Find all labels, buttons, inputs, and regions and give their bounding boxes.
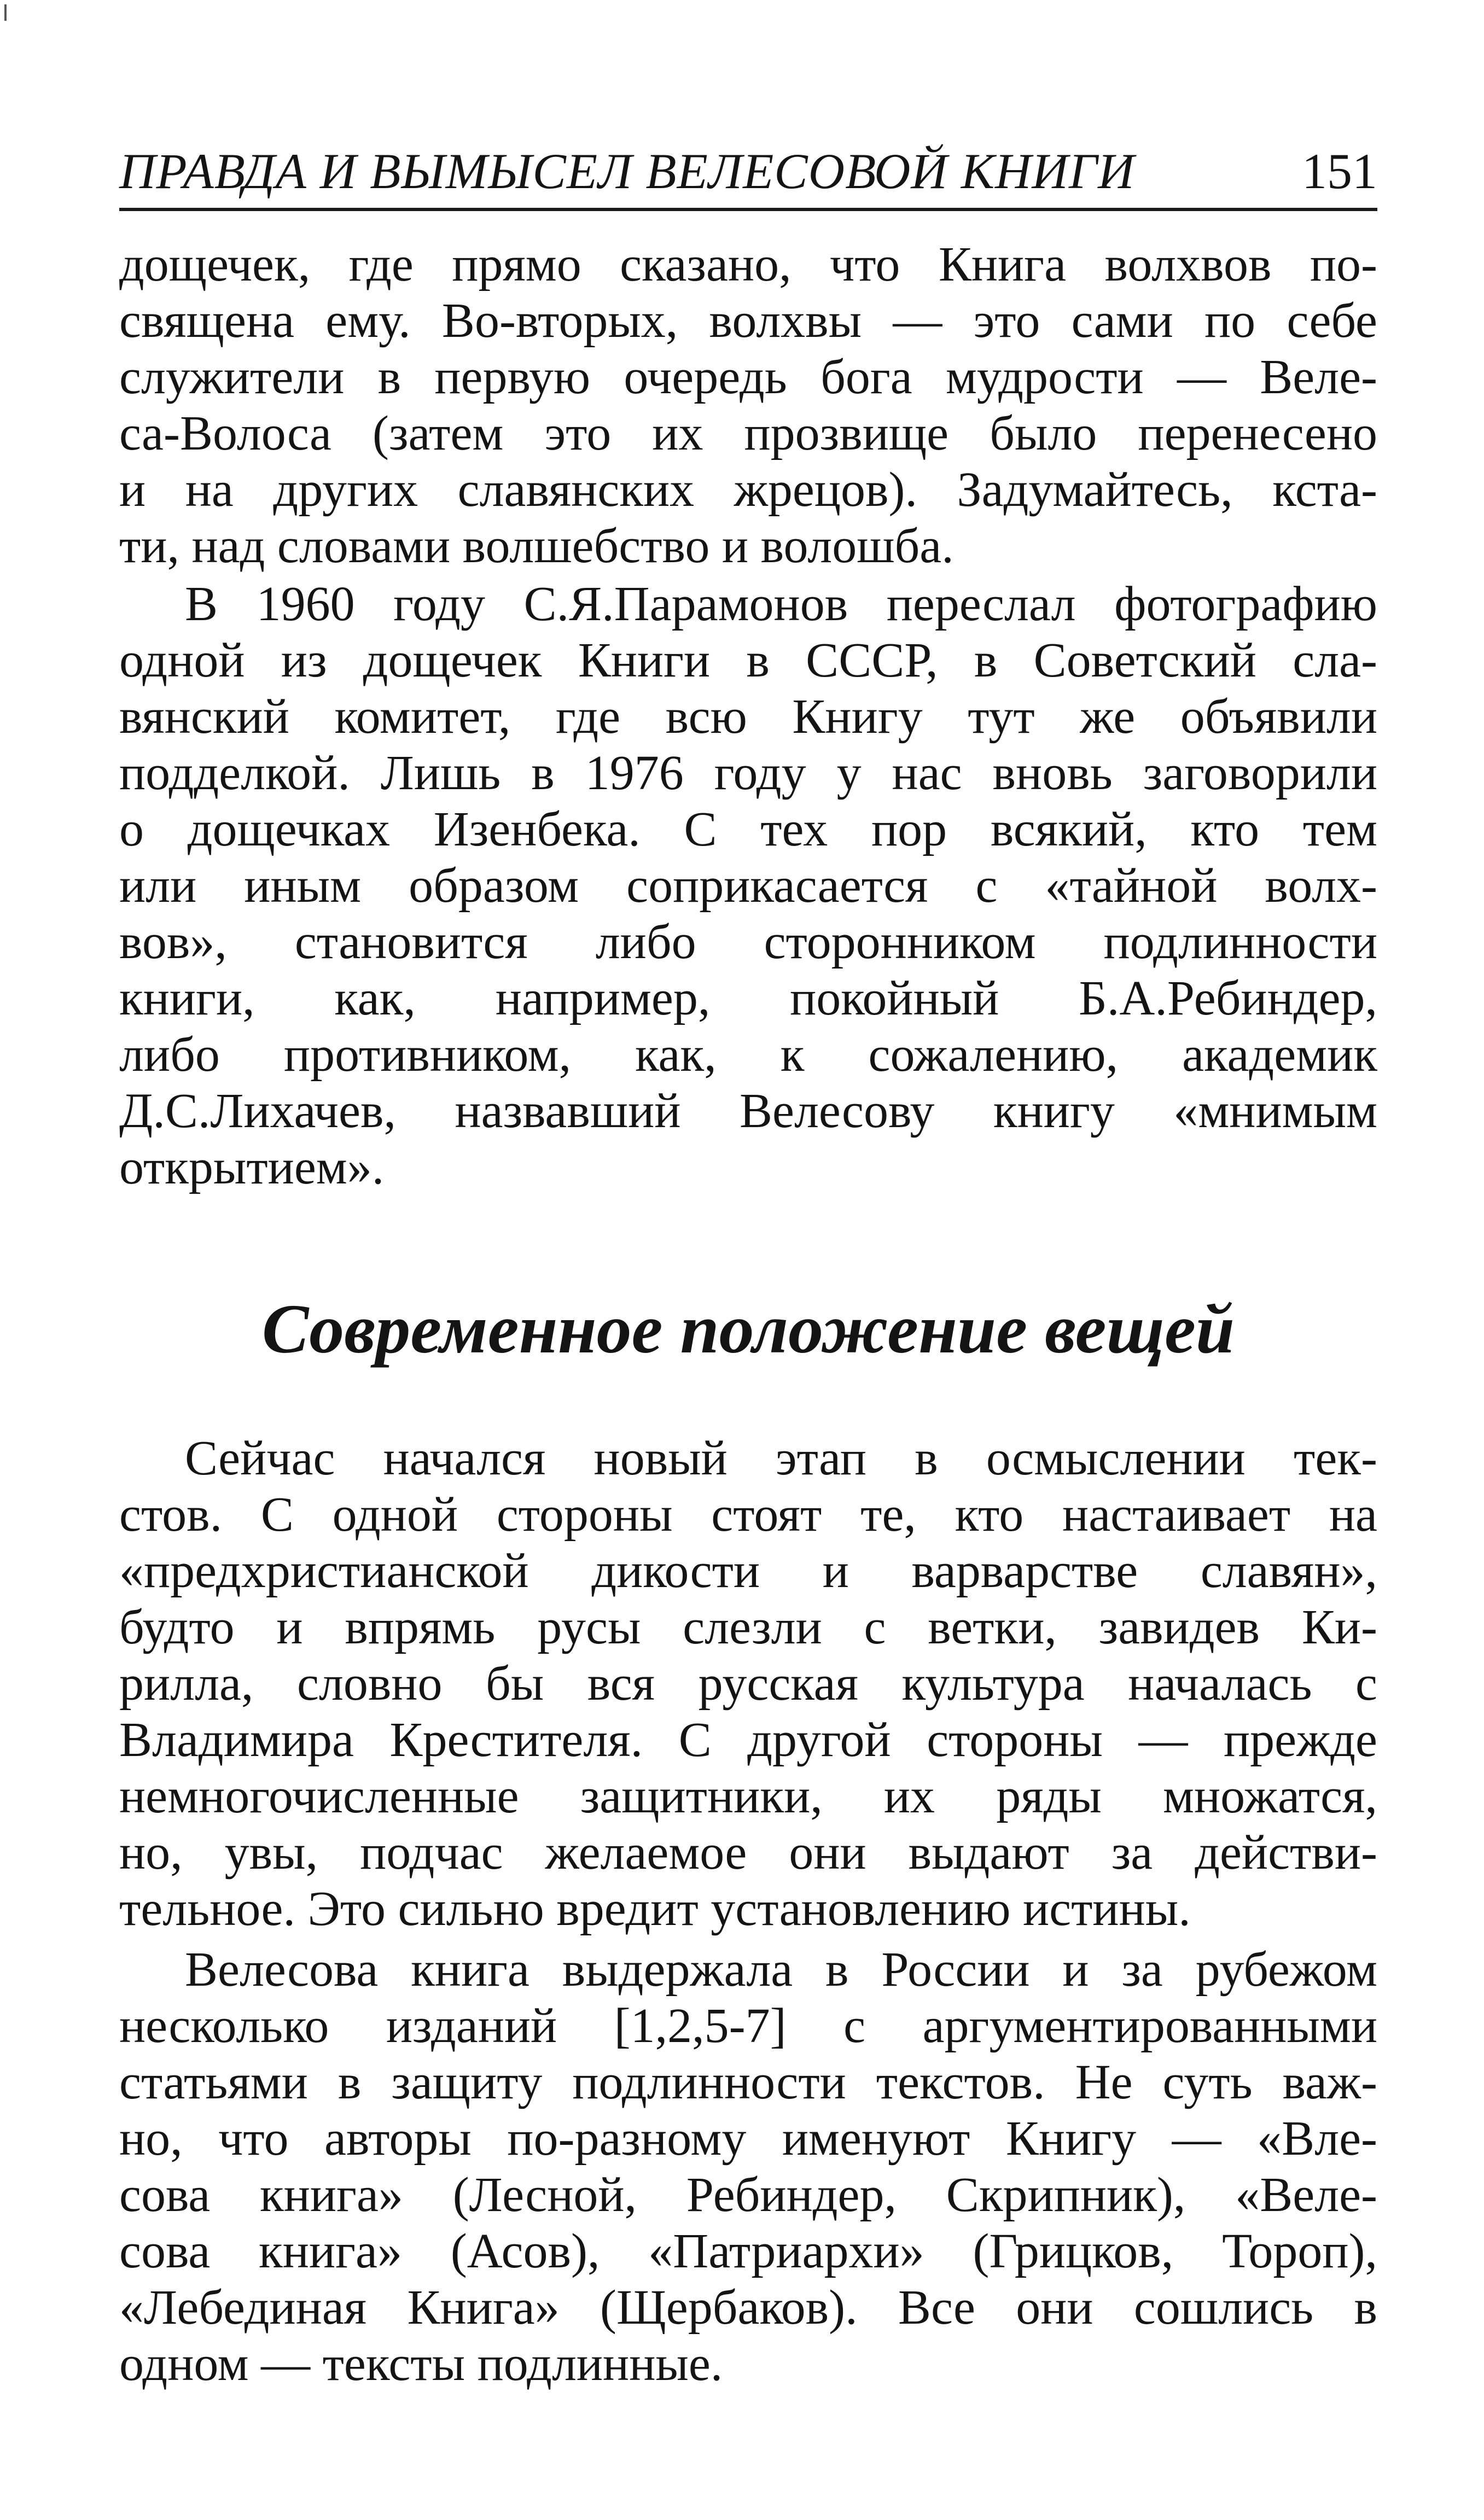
text-line: открытием». <box>119 1140 385 1194</box>
text-line: «предхристианской дикости и варварстве славян», <box>119 1544 1377 1598</box>
text-line: либо противником, как, к сожалению, академик <box>119 1028 1377 1082</box>
text-line: са-Волоса (затем это их прозвище было перенесено <box>119 406 1377 460</box>
paragraph-parammonov <box>119 576 1377 1195</box>
section-heading: Современное положение вещей <box>261 1290 1235 1368</box>
text-line: сова книга» (Асов), «Патриархи» (Грицков, Тороп), <box>119 2224 1377 2278</box>
paragraph-editions <box>119 1941 1377 2392</box>
text-line: несколько изданий [1,2,5-7] с аргументированными <box>119 1999 1377 2053</box>
paragraph-current-stage <box>119 1430 1377 1937</box>
text-line: Сейчас начался новый этап в осмыслении тек- <box>185 1431 1377 1485</box>
text-line: стов. С одной стороны стоят те, кто настаивает на <box>119 1488 1377 1542</box>
text-line: священа ему. Во-вторых, волхвы — это сами по себе <box>119 294 1377 348</box>
scan-mark <box>4 4 7 21</box>
text-line: дощечек, где прямо сказано, что Книга волхвов по- <box>119 237 1377 291</box>
text-line: будто и впрямь русы слезли с ветки, завидев Ки- <box>119 1600 1377 1654</box>
text-line: одной из дощечек Книги в СССР, в Советский сла- <box>119 633 1377 687</box>
running-title: ПРАВДА И ВЫМЫСЕЛ ВЕЛЕСОВОЙ КНИГИ <box>119 143 1135 199</box>
text-line: одном — тексты подлинные. <box>119 2337 723 2391</box>
text-line: о дощечках Изенбека. С тех пор всякий, кто тем <box>119 802 1377 856</box>
text-line: статьями в защиту подлинности текстов. Не суть важ- <box>119 2055 1377 2109</box>
text-line: но, что авторы по-разному именуют Книгу — «Вле- <box>119 2111 1377 2166</box>
text-line: подделкой. Лишь в 1976 году у нас вновь заговорили <box>119 746 1377 800</box>
paragraph-continuation <box>119 236 1377 574</box>
text-line: и на других славянских жрецов). Задумайтесь, кста- <box>119 463 1377 517</box>
text-line: служители в первую очередь бога мудрости — Веле- <box>119 350 1377 404</box>
text-line: сова книга» (Лесной, Ребиндер, Скрипник), «Веле- <box>119 2168 1377 2222</box>
page-number: 151 <box>1302 143 1377 199</box>
text-line: вов», становится либо сторонником подлинности <box>119 915 1377 969</box>
text-line: тельное. Это сильно вредит установлению истины. <box>119 1882 1191 1936</box>
text-line: но, увы, подчас желаемое они выдают за действи- <box>119 1825 1377 1880</box>
text-line: книги, как, например, покойный Б.А.Ребиндер, <box>119 971 1377 1025</box>
text-line: или иным образом соприкасается с «тайной волх- <box>119 859 1377 913</box>
text-line: В 1960 году С.Я.Парамонов переслал фотографию <box>185 577 1377 631</box>
text-line: Велесова книга выдержала в России и за рубежом <box>185 1942 1377 1997</box>
text-line: ти, над словами волшебство и волошба. <box>119 519 954 573</box>
text-line: «Лебединая Книга» (Щербаков). Все они сошлись в <box>119 2280 1377 2335</box>
text-line: Владимира Крестителя. С другой стороны — прежде <box>119 1713 1377 1767</box>
text-line: Д.С.Лихачев, назвавший Велесову книгу «мнимым <box>119 1084 1377 1138</box>
text-line: немногочисленные защитники, их ряды множатся, <box>119 1769 1377 1823</box>
text-line: вянский комитет, где всю Книгу тут же объявили <box>119 690 1377 744</box>
text-line: рилла, словно бы вся русская культура началась с <box>119 1656 1377 1711</box>
running-header <box>119 137 1377 211</box>
